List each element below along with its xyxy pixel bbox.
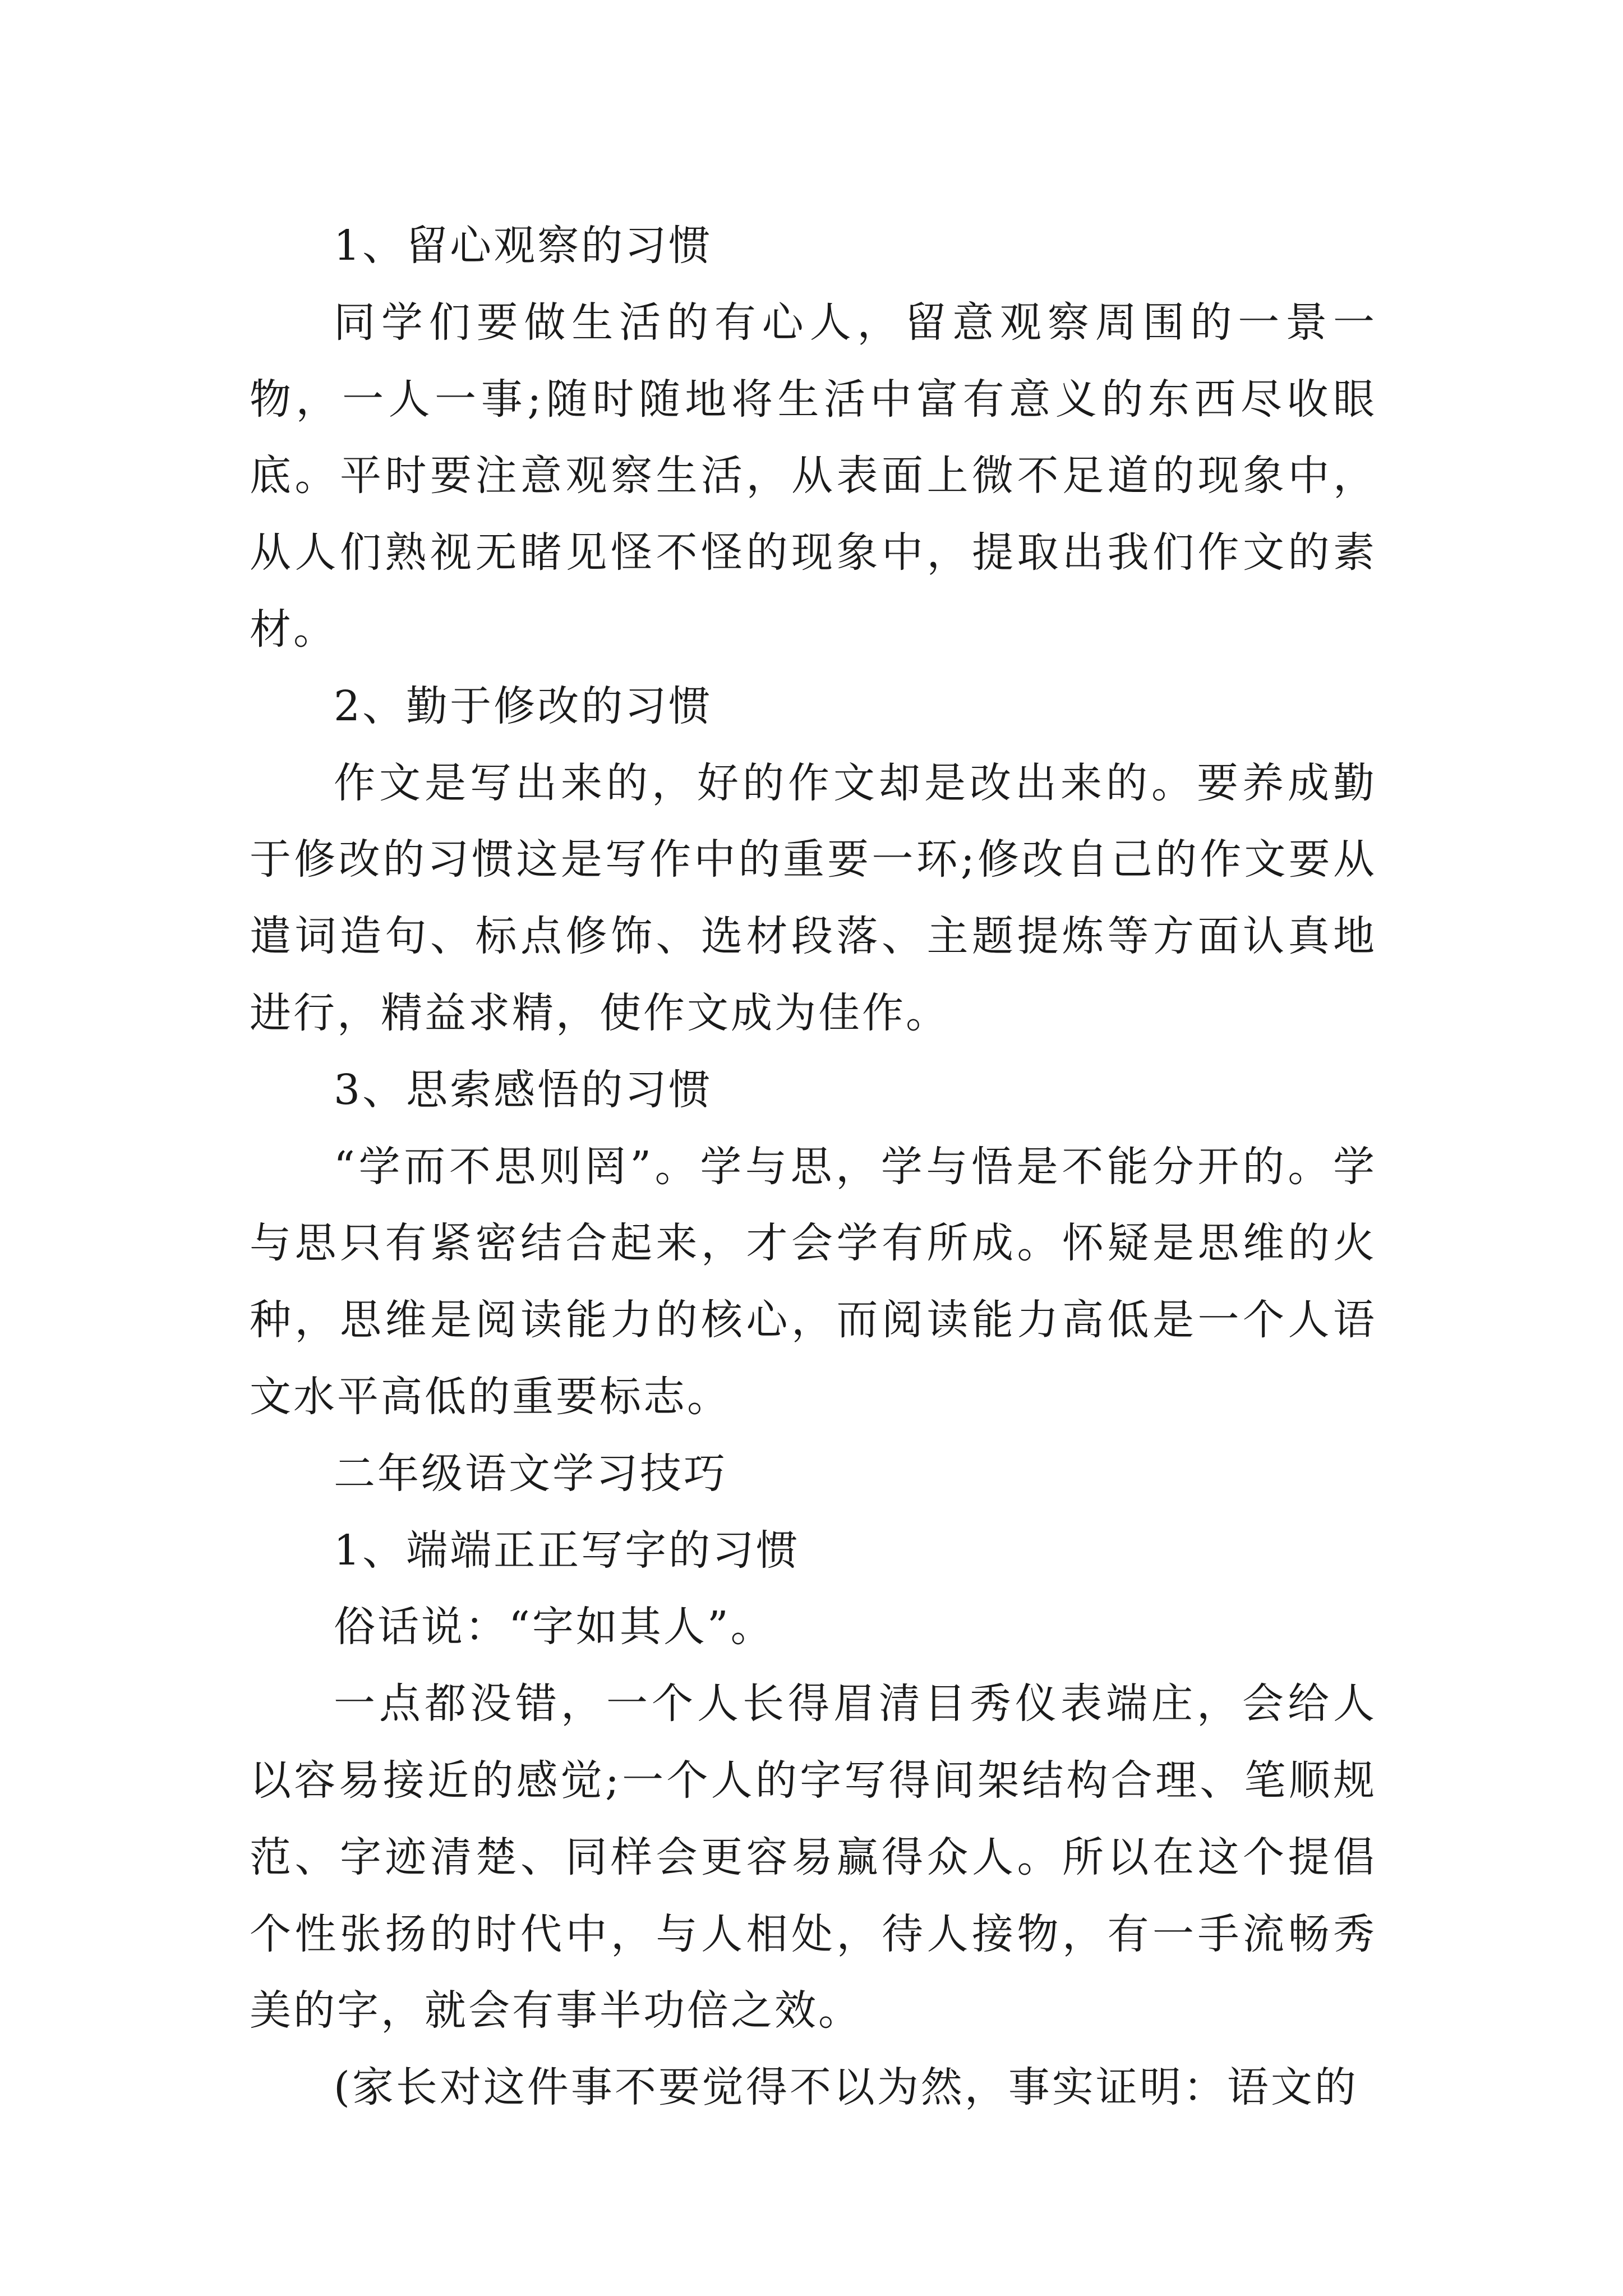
heading-observation-habit: 1、留心观察的习惯 — [334, 222, 713, 270]
paragraph-revision: 作文是写出来的，好的作文却是改出来的。要养成勤于修改的习惯这是写作中的重要一环;修改自己的作文要从遣词造句、标点修饰、选材段落、主题提炼等方面认真地进行，精益求精，使作文成为佳作。 — [250, 758, 1377, 1037]
paragraph-observation: 同学们要做生活的有心人，留意观察周围的一景一物，一人一事;随时随地将生活中富有意义的东西尽收眼底。平时要注意观察生活，从表面上微不足道的现象中，从人们熟视无睹见怪不怪的现象中，提取出我们作文的素材。 — [250, 298, 1377, 654]
heading-reflection-habit: 3、思索感悟的习惯 — [334, 1065, 713, 1114]
document-body — [250, 208, 1377, 2126]
paragraph-proverb: 俗话说：“字如其人”。 — [334, 1603, 774, 1651]
heading-handwriting-habit: 1、端端正正写字的习惯 — [334, 1526, 800, 1575]
paragraph-parents-note: (家长对这件事不要觉得不以为然，事实证明：语文的 — [334, 2063, 1358, 2112]
paragraph-reflection: “学而不思则罔”。学与思，学与悟是不能分开的。学与思只有紧密结合起来，才会学有所成。怀疑是思维的火种，思维是阅读能力的核心，而阅读能力高低是一个人语文水平高低的重要标志。 — [250, 1142, 1377, 1421]
section-title-study-tips: 二年级语文学习技巧 — [334, 1449, 727, 1498]
paragraph-handwriting: 一点都没错，一个人长得眉清目秀仪表端庄，会给人以容易接近的感觉;一个人的字写得间架结构合理、笔顺规范、字迹清楚、同样会更容易赢得众人。所以在这个提倡个性张扬的时代中，与人相处，待人接物，有一手流畅秀美的字，就会有事半功倍之效。 — [250, 1680, 1377, 2035]
heading-revision-habit: 2、勤于修改的习惯 — [334, 682, 713, 730]
